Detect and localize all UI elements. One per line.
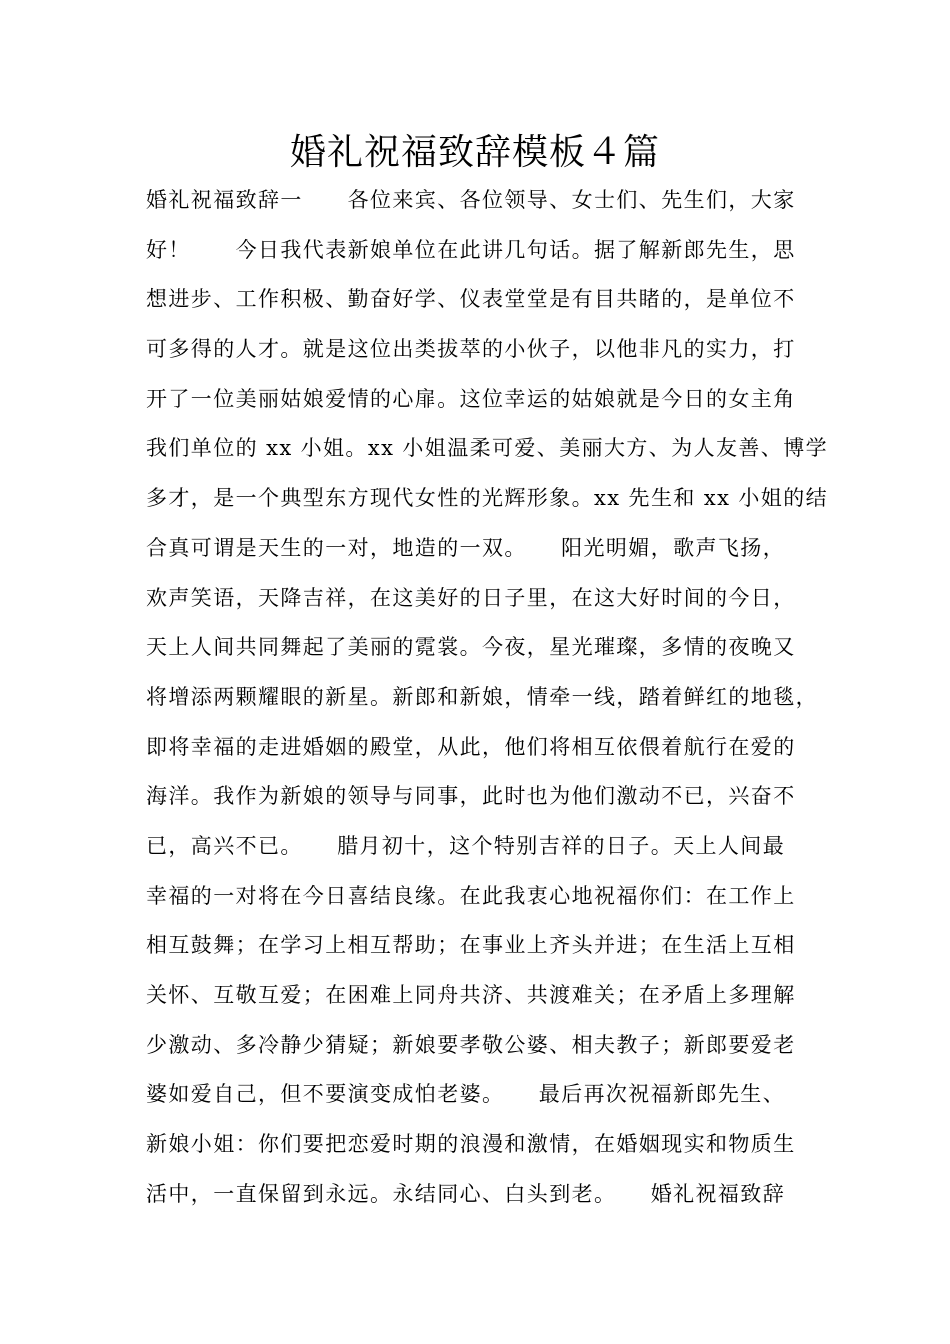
body-line: 开了一位美丽姑娘爱情的心扉。这位幸运的姑娘就是今日的女主角 — [146, 386, 796, 411]
body-line: 婆如爱自己，但不要演变成怕老婆。 最后再次祝福新郎先生、 — [146, 1082, 786, 1107]
body-line: 已，高兴不已。 腊月初十，这个特别吉祥的日子。天上人间最 — [146, 833, 786, 858]
body-line: 多才，是一个典型东方现代女性的光辉形象。xx 先生和 xx 小姐的结 — [146, 486, 828, 511]
body-line: 关怀、互敬互爱；在困难上同舟共济、共渡难关；在矛盾上多理解 — [146, 983, 796, 1007]
body-line: 我们单位的 xx 小姐。xx 小姐温柔可爱、美丽大方、为人友善、博学 — [146, 436, 828, 461]
body-line: 想进步、工作积极、勤奋好学、仪表堂堂是有目共睹的，是单位不 — [146, 287, 796, 312]
body-line: 好！ 今日我代表新娘单位在此讲几句话。据了解新郎先生，思 — [146, 237, 796, 262]
body-line: 欢声笑语，天降吉祥，在这美好的日子里，在这大好时间的今日， — [146, 585, 796, 610]
body-line: 活中，一直保留到永远。永结同心、白头到老。 婚礼祝福致辞 — [146, 1181, 786, 1206]
document-title: 婚礼祝福致辞模板４篇 — [289, 132, 660, 173]
body-line: 将增添两颗耀眼的新星。新郎和新娘，情牵一线，踏着鲜红的地毯， — [146, 684, 818, 709]
body-line: 婚礼祝福致辞一 各位来宾、各位领导、女士们、先生们，大家 — [146, 188, 796, 212]
body-line: 合真可谓是天生的一对，地造的一双。 阳光明媚，歌声飞扬， — [146, 535, 786, 560]
body-line: 海洋。我作为新娘的领导与同事，此时也为他们激动不已，兴奋不 — [146, 784, 796, 809]
body-line: 新娘小姐：你们要把恋爱时期的浪漫和激情，在婚姻现实和物质生 — [146, 1132, 796, 1157]
body-line: 可多得的人才。就是这位出类拔萃的小伙子，以他非凡的实力，打 — [146, 337, 796, 362]
body-line: 少激动、多冷静少猜疑；新娘要孝敬公婆、相夫教子；新郎要爱老 — [146, 1032, 796, 1057]
body-line: 相互鼓舞；在学习上相互帮助；在事业上齐头并进；在生活上互相 — [146, 933, 796, 958]
document-body — [146, 176, 836, 1219]
body-line: 天上人间共同舞起了美丽的霓裳。今夜，星光璀璨，多情的夜晚又 — [146, 635, 796, 660]
body-line: 即将幸福的走进婚姻的殿堂，从此，他们将相互依偎着航行在爱的 — [146, 734, 796, 759]
body-line: 幸福的一对将在今日喜结良缘。在此我衷心地祝福你们：在工作上 — [146, 883, 796, 908]
